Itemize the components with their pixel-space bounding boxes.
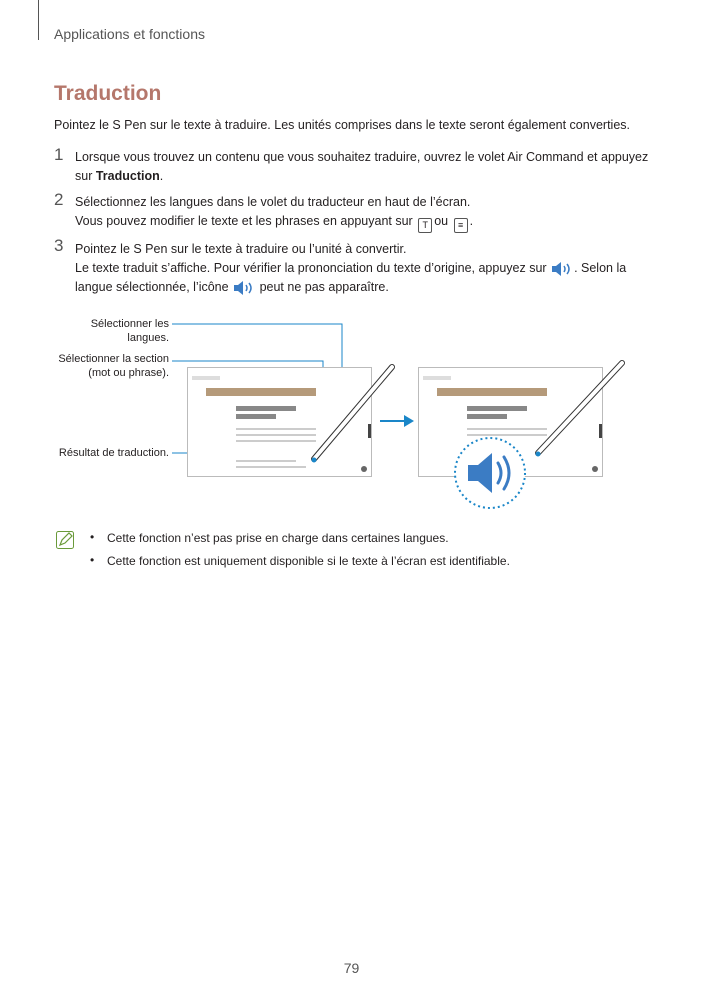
- step-3-line3-text: langue sélectionnée, l’icône: [75, 280, 229, 294]
- note-item: Cette fonction n’est pas prise en charge dans certaines langues.: [107, 531, 449, 545]
- step-1-text: sur: [75, 169, 96, 183]
- text-mode-icon: T: [418, 218, 432, 233]
- section-title: Applications et fonctions: [54, 26, 205, 42]
- step-3-line1: Pointez le S Pen sur le texte à traduire ou l’unité à convertir.: [75, 242, 407, 256]
- step-number: 2: [54, 190, 64, 209]
- note-icon: [56, 531, 74, 549]
- arrow-right-icon: [380, 414, 416, 428]
- page-title: Traduction: [54, 82, 162, 105]
- callout-section: Sélectionner la section (mot ou phrase).: [58, 353, 169, 379]
- callout-result: Résultat de traduction.: [58, 447, 169, 459]
- step-number: 1: [54, 145, 64, 164]
- step-3-line3-end: peut ne pas apparaître.: [259, 280, 389, 294]
- step-3-text-end: . Selon la: [574, 261, 627, 275]
- step-2-or: ou: [434, 214, 449, 228]
- step-1-period: .: [159, 169, 164, 183]
- callout-languages: Sélectionner les langues.: [90, 318, 169, 344]
- s-pen-icon: [530, 355, 630, 475]
- step-2-line1: Sélectionnez les langues dans le volet du traducteur en haut de l’écran.: [75, 195, 471, 209]
- step-1-line1: Lorsque vous trouvez un contenu que vous souhaitez traduire, ouvrez le volet Air Command et appuyez: [75, 150, 649, 164]
- bullet-marker: •: [90, 553, 95, 567]
- step-number: 3: [54, 236, 64, 255]
- note-item: Cette fonction est uniquement disponible si le texte à l’écran est identifiable.: [107, 554, 510, 568]
- step-1-bold: Traduction: [95, 169, 160, 183]
- sentence-mode-icon: ≡: [454, 218, 468, 233]
- bullet-marker: •: [90, 530, 95, 544]
- step-2-period: .: [469, 214, 474, 228]
- page-number: 79: [343, 960, 360, 976]
- speaker-zoom-icon: [452, 435, 528, 511]
- step-3-text: Le texte traduit s’affiche. Pour vérifier la prononciation du texte d’origine, appuyez sur: [75, 261, 547, 275]
- step-2-text: Vous pouvez modifier le texte et les phrases en appuyant sur: [75, 214, 413, 228]
- intro-text: Pointez le S Pen sur le texte à traduire. Les unités comprises dans le texte seront également converties.: [54, 118, 631, 132]
